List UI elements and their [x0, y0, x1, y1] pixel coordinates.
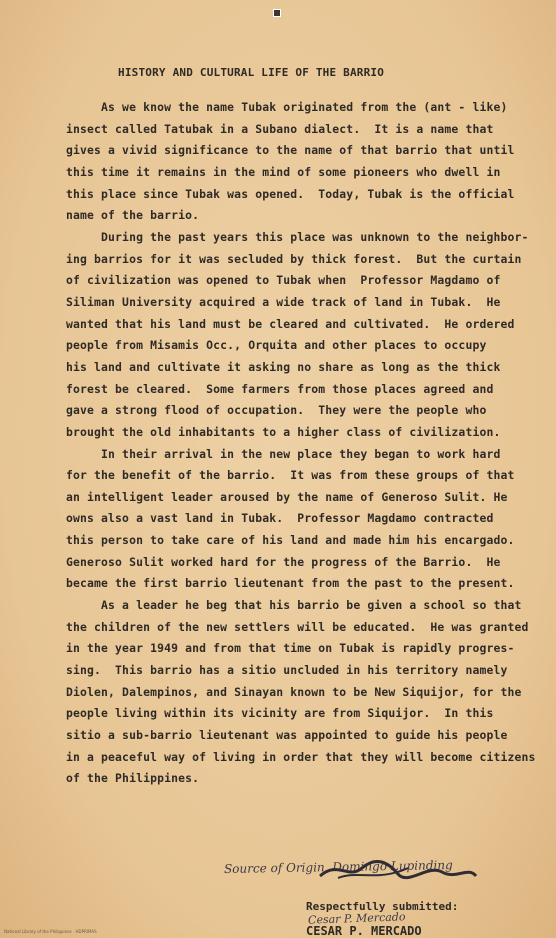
body-line: gave a strong flood of occupation. They were the people who: [66, 403, 487, 418]
body-line: in a peaceful way of living in order that they will become citizens: [66, 749, 536, 764]
body-line: As a leader he beg that his barrio be given a school so that: [66, 598, 522, 613]
body-line: wanted that his land must be cleared and cultivated. He ordered: [66, 316, 515, 331]
body-line: sing. This barrio has a sitio uncluded in his territory namely: [66, 663, 508, 678]
handwritten-signature: Cesar P. Mercado: [307, 910, 406, 927]
body-line: sitio a sub-barrio lieutenant was appointed to guide his people: [66, 728, 508, 743]
body-line: Diolen, Dalempinos, and Sinayan known to be New Siquijor, for the: [66, 684, 522, 699]
handwritten-source-note: Source of Origin Domingo Lupinding: [223, 858, 453, 876]
body-line: this place since Tubak was opened. Today, Tubak is the official: [66, 186, 515, 201]
body-line: of the Philippines.: [66, 771, 200, 786]
body-line: of civilization was opened to Tubak when Professor Magdamo of: [66, 273, 501, 288]
archive-footer-note: National Library of the Philippines HDPRIMAS: [4, 929, 97, 934]
body-line: brought the old inhabitants to a higher class of civilization.: [66, 424, 501, 439]
body-line: forest be cleared. Some farmers from those places agreed and: [66, 381, 494, 396]
body-line: name of the barrio.: [66, 208, 200, 223]
body-line: As we know the name Tubak originated from the (ant - like): [66, 100, 508, 114]
staple-mark: [273, 9, 281, 17]
body-line: his land and cultivate it asking no share as long as the thick: [66, 359, 501, 374]
signature-scribble: [318, 856, 478, 884]
signer-name: CESAR P. MERCADO: [306, 924, 422, 938]
body-line: Generoso Sulit worked hard for the progress of the Barrio. He: [66, 554, 501, 569]
body-line: people from Misamis Occ., Orquita and other places to occupy: [66, 338, 487, 353]
body-line: this person to take care of his land and made him his encargado.: [66, 533, 515, 548]
body-line: this time it remains in the mind of some pioneers who dwell in: [66, 164, 501, 179]
body-line: the children of the new settlers will be educated. He was granted: [66, 619, 529, 634]
body-line: During the past years this place was unknown to the neighbor-: [66, 229, 529, 244]
body-line: gives a vivid significance to the name of that barrio that until: [66, 143, 515, 158]
body-line: ing barrios for it was secluded by thick forest. But the curtain: [66, 251, 522, 266]
body-line: Siliman University acquired a wide track of land in Tubak. He: [66, 294, 501, 309]
body-line: for the benefit of the barrio. It was from these groups of that: [66, 468, 515, 483]
closing-line: Respectfully submitted:: [306, 900, 459, 913]
body-line: in the year 1949 and from that time on Tubak is rapidly progres-: [66, 641, 515, 656]
body-line: became the first barrio lieutenant from the past to the present.: [66, 576, 515, 591]
body-line: an intelligent leader aroused by the name of Generoso Sulit. He: [66, 489, 508, 504]
document-title: HISTORY AND CULTURAL LIFE OF THE BARRIO: [118, 66, 385, 79]
body-line: owns also a vast land in Tubak. Professor Magdamo contracted: [66, 511, 494, 526]
body-line: people living within its vicinity are from Siquijor. In this: [66, 706, 494, 721]
document-body: [66, 97, 552, 790]
body-line: insect called Tatubak in a Subano dialect. It is a name that: [66, 121, 494, 136]
body-line: In their arrival in the new place they began to work hard: [66, 446, 501, 461]
